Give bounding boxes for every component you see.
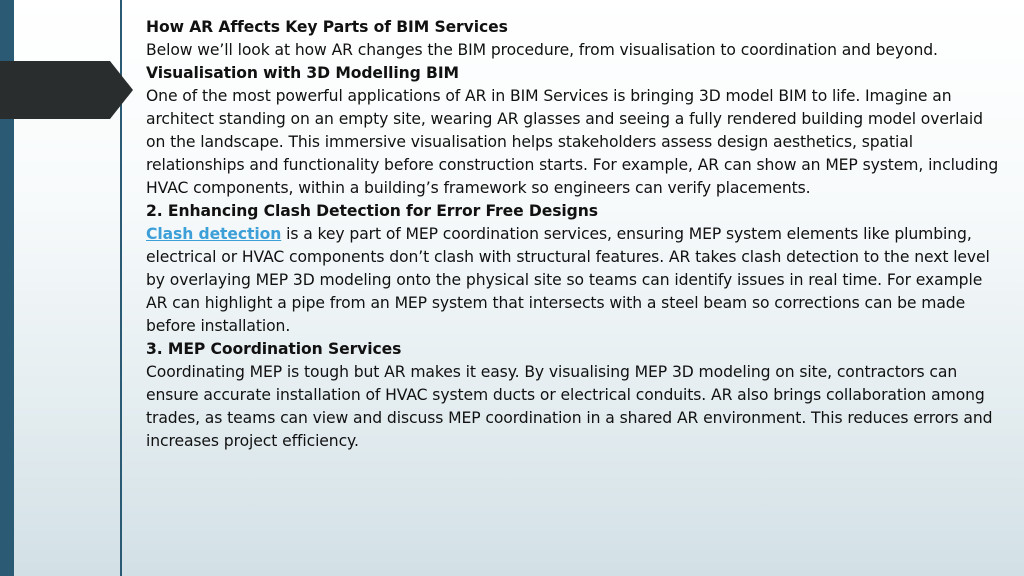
clash-paragraph-text: is a key part of MEP coordination services, ensuring MEP system elements like plumbing, electrical or HVAC components don’t clash with structural features. AR takes clash detection to the next level by overlaying MEP 3D modeling onto the physical site so teams can identify issues in real time. For example AR can highlight a pipe from an MEP system that intersects with a steel beam so corrections can be made before installation. — [146, 225, 990, 335]
clash-paragraph — [146, 223, 1002, 338]
visualisation-heading: Visualisation with 3D Modelling BIM — [146, 64, 459, 82]
clash-detection-link[interactable]: Clash detection — [146, 225, 282, 243]
intro-heading: How AR Affects Key Parts of BIM Services — [146, 18, 508, 36]
clash-heading: 2. Enhancing Clash Detection for Error Free Designs — [146, 202, 598, 220]
arrow-decoration-icon — [0, 61, 134, 119]
visualisation-paragraph: One of the most powerful applications of AR in BIM Services is bringing 3D model BIM to life. Imagine an architect standing on an empty site, wearing AR glasses and seeing a fully rendered building model overlaid on the landscape. This immersive visualisation helps stakeholders assess design aesthetics, spatial relationships and functionality before construction starts. For example, AR can show an MEP system, including HVAC components, within a building’s framework so engineers can verify placements. — [146, 87, 999, 197]
mep-heading: 3. MEP Coordination Services — [146, 340, 402, 358]
intro-paragraph: Below we’ll look at how AR changes the BIM procedure, from visualisation to coordination and beyond. — [146, 41, 938, 59]
mep-paragraph: Coordinating MEP is tough but AR makes it easy. By visualising MEP 3D modeling on site, contractors can ensure accurate installation of HVAC system ducts or electrical conduits. AR also brings collaboration among trades, as teams can view and discuss MEP coordination in a shared AR environment. This reduces errors and increases project efficiency. — [146, 363, 993, 450]
document-body — [146, 16, 1002, 453]
